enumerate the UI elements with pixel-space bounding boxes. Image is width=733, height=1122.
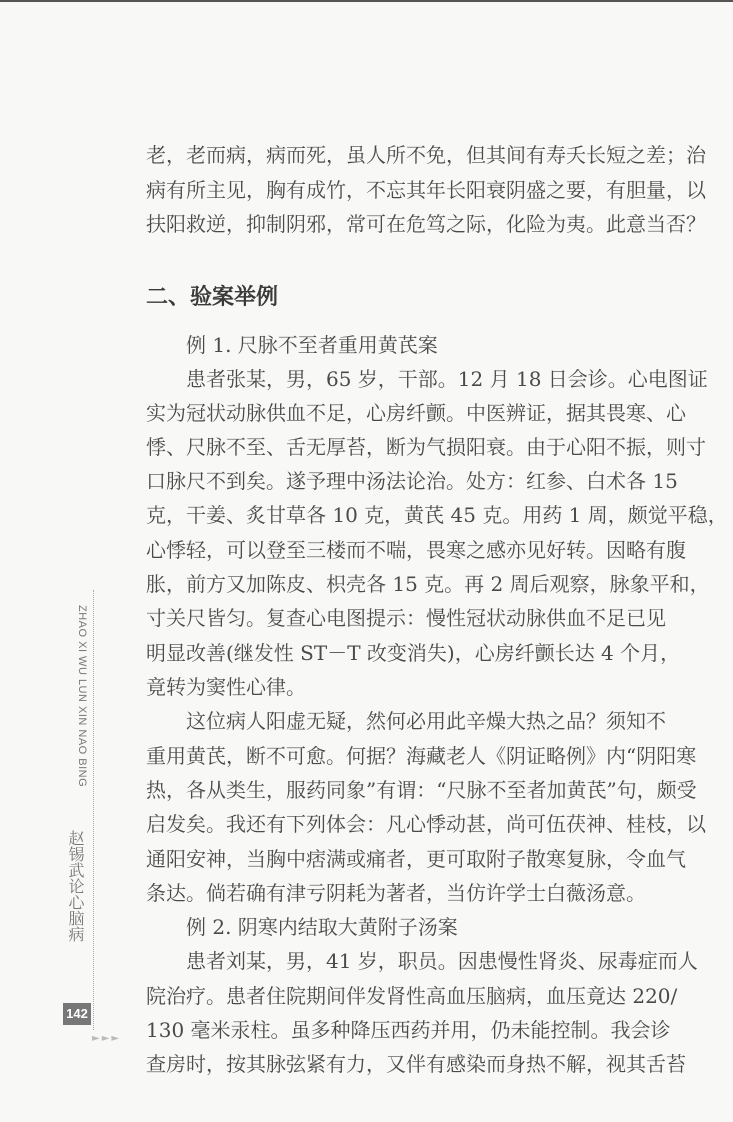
margin-divider	[93, 590, 94, 1030]
text-line: 病有所主见，胸有成竹，不忘其年长阳衰阴盛之要，有胆量，以	[146, 178, 706, 202]
page-number: 142	[63, 1003, 91, 1025]
text-line: 院治疗。患者住院期间伴发肾性高血压脑病，血压竟达 220/	[146, 984, 678, 1008]
text-line: 胀，前方又加陈皮、枳壳各 15 克。再 2 周后观察，脉象平和，	[146, 572, 710, 596]
text-line: 重用黄芪，断不可愈。何据？海藏老人《阴证略例》内“阴阳寒	[146, 744, 697, 768]
text-line: 患者刘某，男，41 岁，职员。因患慢性肾炎、尿毒症而人	[186, 949, 698, 973]
text-line: 启发矣。我还有下列体会：凡心悸动甚，尚可伍茯神、桂枝，以	[146, 812, 706, 836]
text-line: 查房时，按其脉弦紧有力，又伴有感染而身热不解，视其舌苔	[146, 1052, 686, 1076]
text-line: 口脉尺不到矣。遂予理中汤法论治。处方：红参、白术各 15	[146, 469, 678, 493]
text-line: 这位病人阳虚无疑，然何必用此辛燥大热之品？须知不	[186, 709, 666, 733]
case-title: 例 1. 尺脉不至者重用黄芪案	[186, 333, 438, 357]
text-line: 心悸轻，可以登至三楼而不喘，畏寒之感亦见好转。因略有腹	[146, 538, 686, 562]
text-line: 老，老而病，病而死，虽人所不免，但其间有寿夭长短之差；治	[146, 143, 706, 167]
running-head-title: 赵锡武论心脑病	[66, 830, 85, 942]
arrow-decoration-icon: ►►►	[92, 1033, 122, 1044]
running-head-pinyin: ZHAO XI WU LUN XIN NAO BING	[76, 605, 88, 788]
text-line: 克，干姜、炙甘草各 10 克，黄芪 45 克。用药 1 周，颇觉平稳，	[146, 503, 728, 527]
text-line: 通阳安神，当胸中痞满或痛者，更可取附子散寒复脉，令血气	[146, 847, 686, 871]
text-line: 寸关尺皆匀。复查心电图提示：慢性冠状动脉供血不足已见	[146, 606, 666, 630]
text-line: 悸、尺脉不至、舌无厚苔，断为气损阳衰。由于心阳不振，则寸	[146, 435, 706, 459]
page-top-edge	[0, 0, 733, 2]
text-line: 热，各从类生，服药同象”有谓：“尺脉不至者加黄芪”句，颇受	[146, 778, 697, 802]
text-line: 明显改善(继发性 ST－T 改变消失)，心房纤颤长达 4 个月，	[146, 641, 681, 665]
text-line: 患者张某，男，65 岁，干部。12 月 18 日会诊。心电图证	[186, 367, 708, 391]
text-line: 竟转为窦性心律。	[146, 675, 306, 699]
text-line: 130 毫米汞柱。虽多种降压西药并用，仍未能控制。我会诊	[146, 1018, 671, 1042]
text-line: 条达。倘若确有津亏阴耗为著者，当仿许学士白薇汤意。	[146, 881, 646, 905]
section-heading: 二、验案举例	[146, 285, 279, 310]
text-line: 扶阳救逆，抑制阴邪，常可在危笃之际，化险为夷。此意当否？	[146, 212, 706, 236]
case-title: 例 2. 阴寒内结取大黄附子汤案	[186, 915, 458, 939]
text-line: 实为冠状动脉供血不足，心房纤颤。中医辨证，据其畏寒、心	[146, 401, 686, 425]
